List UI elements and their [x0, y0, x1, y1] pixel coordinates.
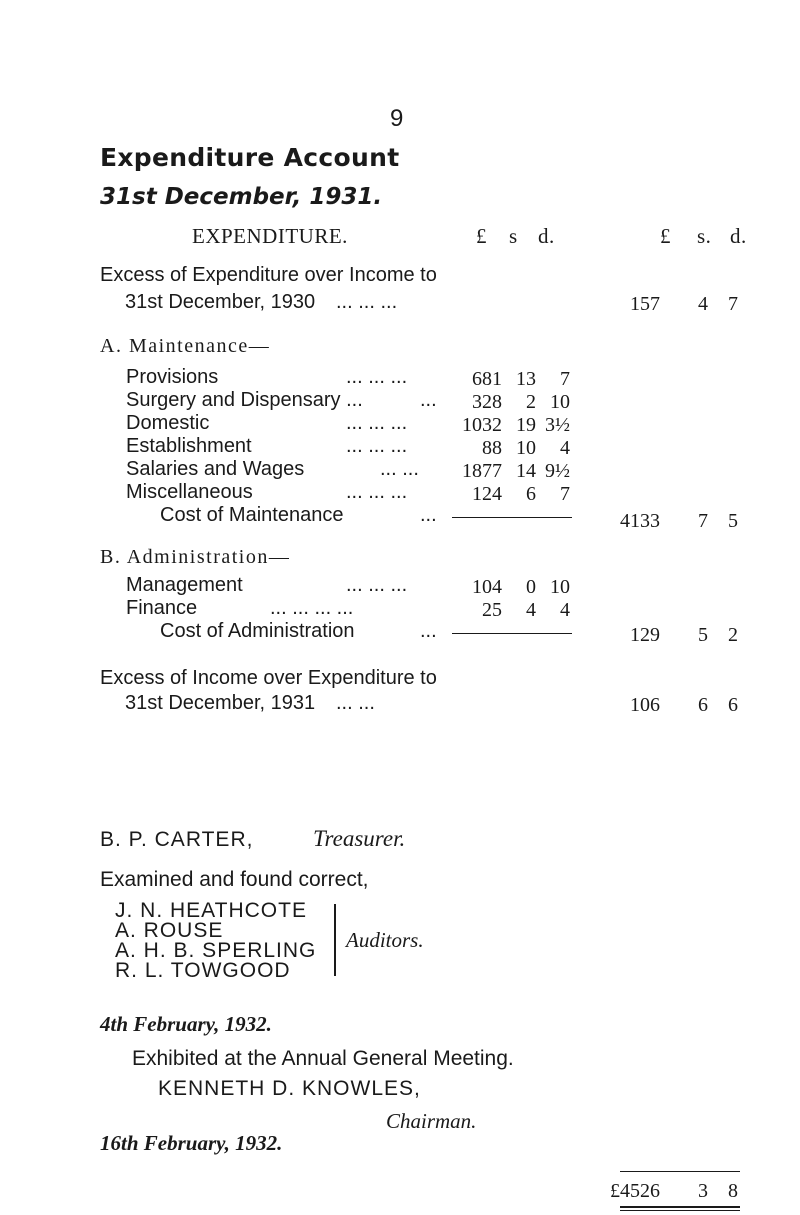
- auditor-name: A. H. B. SPERLING: [115, 939, 317, 962]
- chairman-name: KENNETH D. KNOWLES,: [158, 1077, 421, 1100]
- administration-total-pence: 2: [728, 624, 738, 646]
- opening-excess-pence: 7: [728, 293, 738, 315]
- closing-excess-shillings: 6: [698, 694, 708, 716]
- administration-total-pounds: 129: [630, 624, 660, 646]
- opening-excess-line2: 31st December, 1930: [125, 291, 316, 313]
- cost-of-maintenance-label: Cost of Maintenance: [160, 504, 344, 526]
- pence-heading-1: d.: [538, 224, 555, 248]
- maintenance-item-label: Miscellaneous: [126, 481, 253, 503]
- maintenance-item-pence: 7: [560, 483, 570, 505]
- maintenance-item-pence: 9½: [545, 460, 570, 482]
- administration-heading: B. Administration—: [100, 546, 291, 568]
- maintenance-item-pounds: 124: [472, 483, 502, 505]
- audit-date: 4th February, 1932.: [100, 1012, 272, 1036]
- maintenance-item-shillings: 2: [526, 391, 536, 413]
- expenditure-column-heading: EXPENDITURE.: [192, 224, 348, 248]
- chairman-title: Chairman.: [386, 1109, 477, 1133]
- maintenance-item-pounds: 328: [472, 391, 502, 413]
- grand-total-rule-top: [620, 1171, 740, 1172]
- shilling-heading-1: s: [509, 224, 518, 248]
- page-number: 9: [390, 105, 404, 132]
- auditor-name: A. ROUSE: [115, 919, 224, 942]
- maintenance-item-shillings: 10: [516, 437, 536, 459]
- treasurer-name: B. P. CARTER,: [100, 828, 254, 851]
- maintenance-item-pounds: 1032: [462, 414, 502, 436]
- maintenance-item-label: Domestic: [126, 412, 210, 434]
- maintenance-item-label: Surgery and Dispensary ...: [126, 389, 363, 411]
- administration-item-pounds: 104: [472, 576, 502, 598]
- administration-item-pence: 4: [560, 599, 570, 621]
- closing-excess-line1: Excess of Income over Expenditure to: [100, 667, 437, 689]
- closing-excess-line2: 31st December, 1931: [125, 692, 316, 714]
- pence-heading-2: d.: [730, 224, 747, 248]
- opening-excess-pounds: 157: [630, 293, 660, 315]
- meeting-date: 16th February, 1932.: [100, 1131, 283, 1155]
- examined-statement: Examined and found correct,: [100, 868, 369, 891]
- maintenance-item-dots: ... ...: [380, 458, 419, 480]
- closing-excess-pounds: 106: [630, 694, 660, 716]
- maintenance-item-dots: ... ... ...: [346, 412, 408, 434]
- maintenance-total-shillings: 7: [698, 510, 708, 532]
- closing-excess-dots: ... ...: [336, 692, 375, 714]
- maintenance-item-label: Salaries and Wages: [126, 458, 305, 480]
- grand-total-pence: 8: [728, 1180, 738, 1202]
- administration-total-shillings: 5: [698, 624, 708, 646]
- maintenance-item-pounds: 88: [482, 437, 502, 459]
- opening-excess-shillings: 4: [698, 293, 708, 315]
- grand-total-rule-double: [620, 1210, 740, 1211]
- pound-heading-2: £: [660, 224, 671, 248]
- administration-item-label: Management: [126, 574, 243, 596]
- grand-total-pounds: £4526: [610, 1180, 660, 1202]
- opening-excess-dots: ... ... ...: [336, 291, 398, 313]
- administration-item-dots: ... ... ...: [346, 574, 408, 596]
- maintenance-heading: A. Maintenance—: [100, 335, 271, 357]
- maintenance-item-shillings: 6: [526, 483, 536, 505]
- exhibited-statement: Exhibited at the Annual General Meeting.: [132, 1047, 514, 1070]
- page-subtitle: 31st December, 1931.: [100, 184, 383, 210]
- maintenance-item-pounds: 1877: [462, 460, 502, 482]
- administration-item-pence: 10: [550, 576, 570, 598]
- maintenance-item-pence: 10: [550, 391, 570, 413]
- cost-of-administration-label: Cost of Administration: [160, 620, 355, 642]
- grand-total-shillings: 3: [698, 1180, 708, 1202]
- grand-total-rule-bottom: [620, 1206, 740, 1208]
- maintenance-item-shillings: 14: [516, 460, 536, 482]
- maintenance-total-pence: 5: [728, 510, 738, 532]
- opening-excess-line1: Excess of Expenditure over Income to: [100, 264, 437, 286]
- auditors-brace: [328, 904, 336, 976]
- cost-of-administration-dots: ...: [420, 620, 437, 642]
- maintenance-item-pence: 4: [560, 437, 570, 459]
- subtotal-rule: [452, 517, 572, 518]
- maintenance-item-pence: 7: [560, 368, 570, 390]
- cost-of-maintenance-dots: ...: [420, 504, 437, 526]
- maintenance-item-dots: ... ... ...: [346, 481, 408, 503]
- maintenance-item-dots: ...: [420, 389, 437, 411]
- administration-item-shillings: 0: [526, 576, 536, 598]
- administration-item-label: Finance: [126, 597, 198, 619]
- maintenance-item-pence: 3½: [545, 414, 570, 436]
- maintenance-item-dots: ... ... ...: [346, 366, 408, 388]
- page-title: Expenditure Account: [100, 143, 400, 172]
- administration-item-shillings: 4: [526, 599, 536, 621]
- maintenance-item-dots: ... ... ...: [346, 435, 408, 457]
- administration-item-dots: ... ... ... ...: [270, 597, 354, 619]
- auditor-name: J. N. HEATHCOTE: [115, 899, 307, 922]
- treasurer-title: Treasurer.: [313, 826, 406, 851]
- shilling-heading-2: s.: [697, 224, 712, 248]
- maintenance-item-label: Provisions: [126, 366, 219, 388]
- auditor-name: R. L. TOWGOOD: [115, 959, 291, 982]
- maintenance-item-shillings: 19: [516, 414, 536, 436]
- subtotal-rule: [452, 633, 572, 634]
- maintenance-item-shillings: 13: [516, 368, 536, 390]
- pound-heading-1: £: [476, 224, 487, 248]
- administration-item-pounds: 25: [482, 599, 502, 621]
- maintenance-item-pounds: 681: [472, 368, 502, 390]
- maintenance-item-label: Establishment: [126, 435, 252, 457]
- auditors-label: Auditors.: [346, 928, 424, 952]
- closing-excess-pence: 6: [728, 694, 738, 716]
- maintenance-total-pounds: 4133: [620, 510, 660, 532]
